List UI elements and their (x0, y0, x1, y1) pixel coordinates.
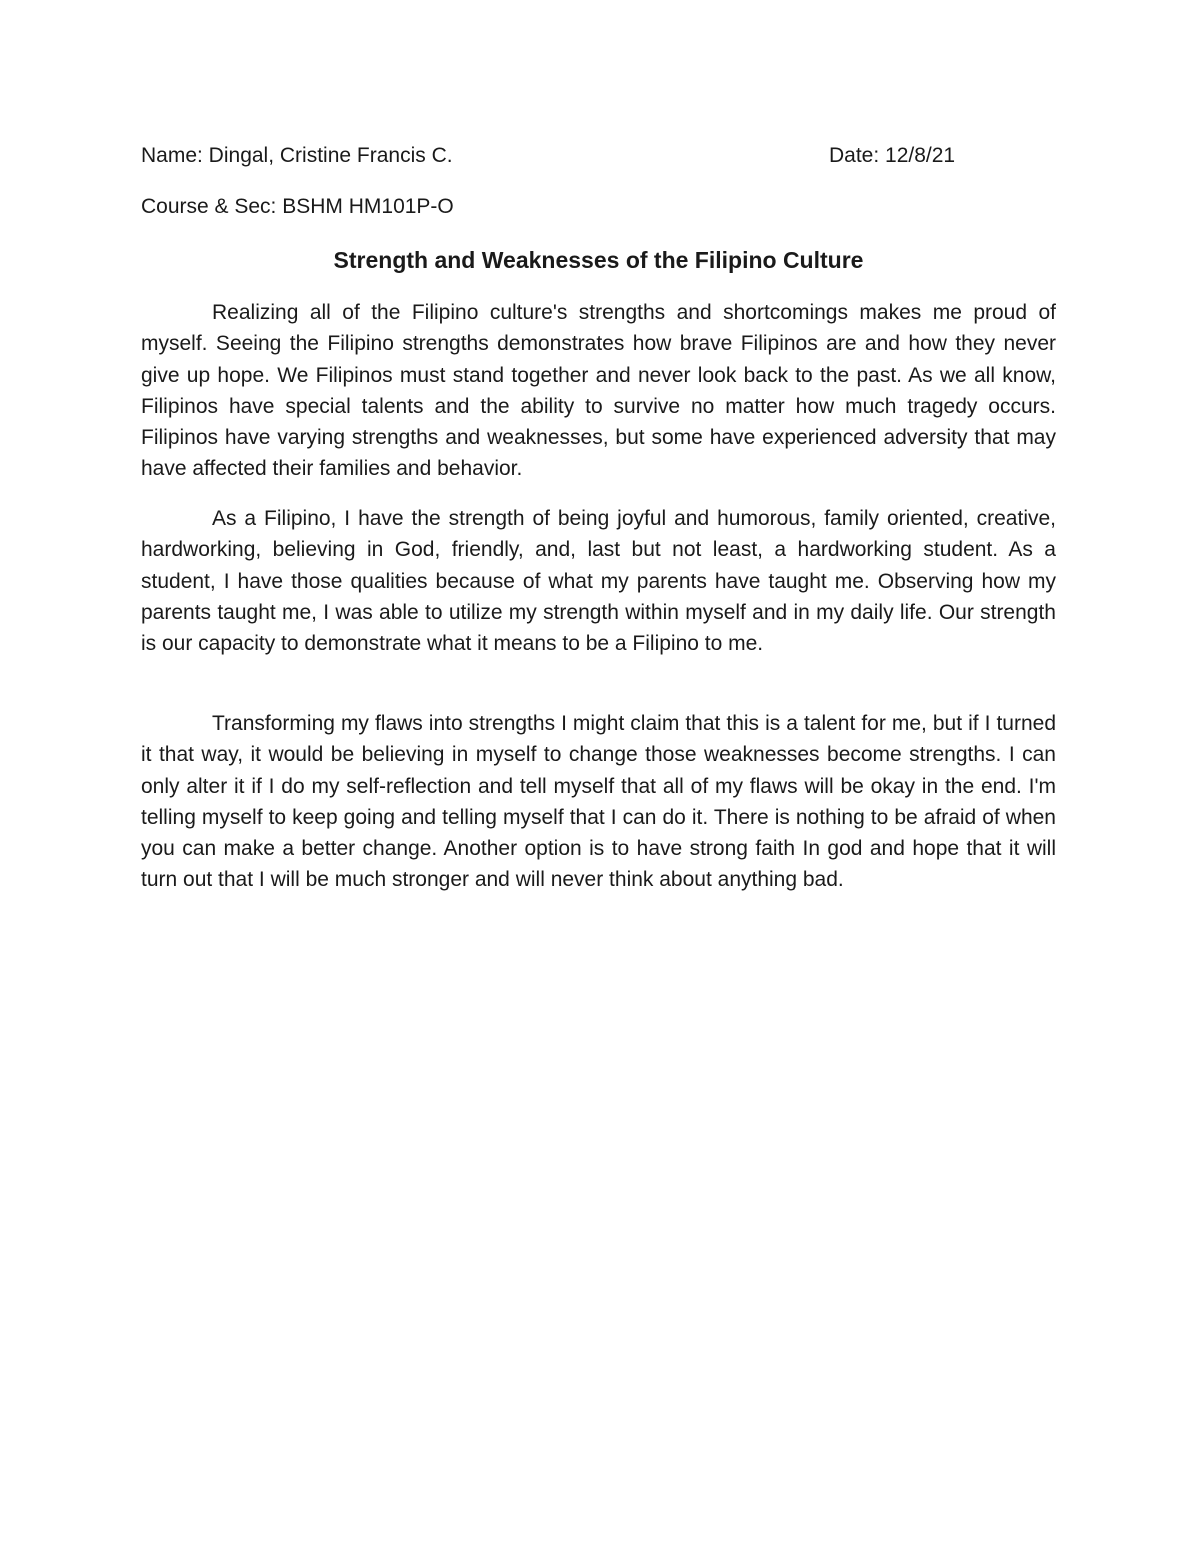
paragraph: Realizing all of the Filipino culture's strengths and shortcomings makes me proud of myself. Seeing the Filipino strengths demonstrates how brave Filipinos are and how they never give up hope. We Filipinos must stand together and never look back to the past. As we all know, Filipinos have special talents and the ability to survive no matter how much tragedy occurs. Filipinos have varying strengths and weaknesses, but some have experienced adversity that may have affected their families and behavior. (141, 301, 1056, 481)
course-section: Course & Sec: BSHM HM101P-O (141, 195, 454, 218)
name-date-row (141, 143, 1061, 169)
paragraph: Transforming my flaws into strengths I might claim that this is a talent for me, but if I turned it that way, it would be believing in myself to change those weaknesses become strengths. I can only alter it if I do my self-reflection and tell myself that all of my flaws will be okay in the end. I'm telling myself to keep going and telling myself that I can do it. There is nothing to be afraid of when you can make a better change. Another option is to have strong faith In god and hope that it will turn out that I will be much stronger and will never think about anything bad. (141, 712, 1056, 892)
student-name: Name: Dingal, Cristine Francis C. (141, 144, 453, 167)
paragraph: As a Filipino, I have the strength of being joyful and humorous, family oriented, creative, hardworking, believing in God, friendly, and, last but not least, a hardworking student. As a student, I have those qualities because of what my parents have taught me. Observing how my parents taught me, I was able to utilize my strength within myself and in my daily life. Our strength is our capacity to demonstrate what it means to be a Filipino to me. (141, 507, 1056, 656)
date: Date: 12/8/21 (829, 144, 956, 167)
document-title: Strength and Weaknesses of the Filipino Culture (333, 247, 864, 273)
